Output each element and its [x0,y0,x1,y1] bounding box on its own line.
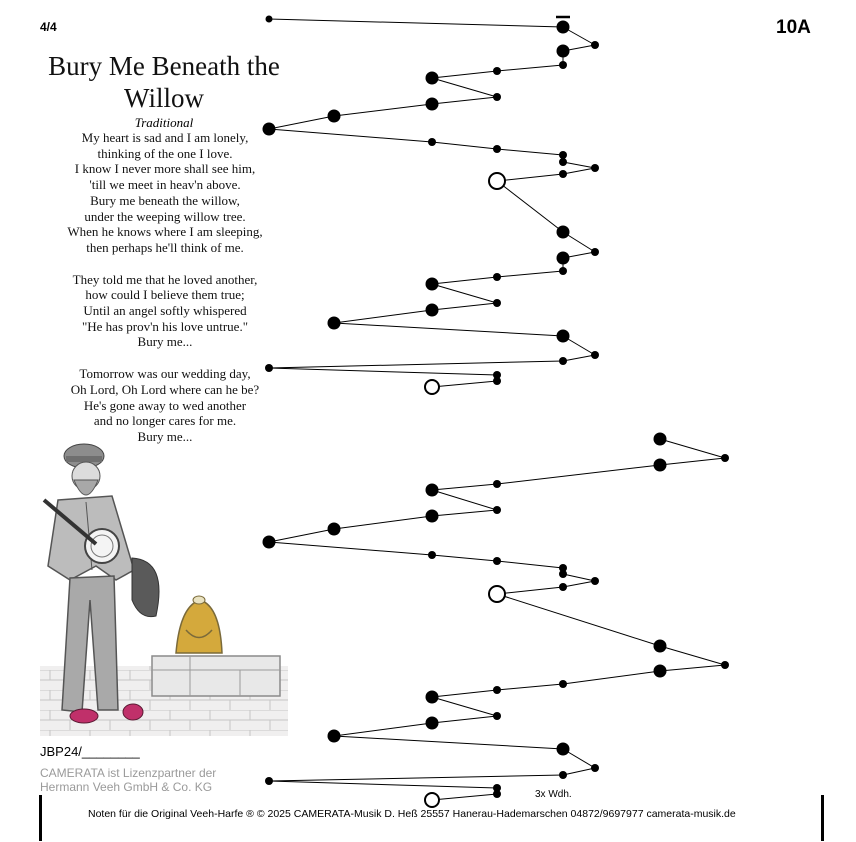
melody-connector [269,775,563,781]
melody-connector [432,303,497,310]
melody-connector [432,690,497,697]
lyric-line: Bury me... [137,428,193,444]
melody-connector [497,587,563,594]
melody-connector [269,129,432,142]
melody-connector [563,581,595,587]
melody-connector [660,458,725,465]
half-note [425,793,439,807]
melody-connector [563,355,595,361]
quarter-note [426,691,439,704]
eighth-note [493,506,501,514]
melody-connector [563,162,595,168]
melody-connector [563,168,595,174]
sheet-code: JBP24/________ [40,744,140,759]
song-attribution: Traditional [134,115,194,130]
melody-connector [269,529,334,542]
melody-connector [563,574,595,581]
lyric-line: Bury me... [137,334,193,350]
eighth-note [493,145,501,153]
melody-connector [660,646,725,665]
eighth-note [493,93,501,101]
melody-connector [432,716,497,723]
melody-connector [269,781,497,788]
lyric-line: thinking of the one I love. [97,145,233,161]
license-note [40,766,216,794]
melody-connector [334,104,432,116]
lyric-line: Tomorrow was our wedding day, [79,366,251,382]
melody-connector [497,65,563,71]
quarter-note [426,72,439,85]
eighth-note [559,583,567,591]
eighth-note [266,16,273,23]
quarter-note [557,252,570,265]
eighth-note [428,138,436,146]
lyric-line: how could I believe them true; [85,287,245,303]
melody-connector [497,465,660,484]
melody-connector [334,323,563,336]
quarter-note [426,717,439,730]
eighth-note [591,41,599,49]
eighth-note [493,686,501,694]
eighth-note [559,771,567,779]
eighth-note [493,377,501,385]
quarter-note [328,730,341,743]
quarter-note [328,110,341,123]
sheet-number: 10A [776,17,811,38]
melody-connector [432,490,497,510]
lyric-line: "He has prov'n his love untrue." [81,318,249,334]
license-line: CAMERATA ist Lizenzpartner der [40,766,217,780]
melody-connector [563,768,595,775]
quarter-note [426,510,439,523]
eighth-note [428,551,436,559]
quarter-note [426,278,439,291]
quarter-note [654,640,667,653]
quarter-note [557,21,570,34]
eighth-note [591,577,599,585]
eighth-note [493,480,501,488]
melody-connector [334,736,563,749]
eighth-note [559,267,567,275]
eighth-note [559,61,567,69]
lyric-line: under the weeping willow tree. [84,208,246,224]
eighth-note [721,454,729,462]
lyric-line: 'till we meet in heav'n above. [89,177,241,193]
quarter-note [557,330,570,343]
melody-connector [432,794,497,800]
eighth-note [493,790,501,798]
eighth-note [559,170,567,178]
melody-connector [660,665,725,671]
eighth-note [493,67,501,75]
lyric-line: He's gone away to wed another [83,397,247,413]
melody-connector [334,723,432,736]
footer-note: Noten für die Original Veeh-Harfe ® © 2025 CAMERATA-Musik D. Heß 25557 Hanerau-Hademarschen 04872/9697977 camerata-musik.de [88,808,736,820]
lyric-line: Oh Lord, Oh Lord where can he be? [70,381,260,397]
eighth-note [493,712,501,720]
half-note [489,586,505,602]
lyric-line: When he knows where I am sleeping, [67,224,263,240]
half-note [489,173,505,189]
melody-connector [432,484,497,490]
eighth-note [493,299,501,307]
quarter-note [426,484,439,497]
eighth-note [559,357,567,365]
eighth-note [559,151,567,159]
eighth-note [265,364,273,372]
right-margin-bar [821,795,824,841]
quarter-note [328,523,341,536]
melody-connector [497,594,660,646]
melody-connector [432,71,497,78]
melody-connector [432,284,497,303]
melody-connector [432,510,497,516]
melody-connector [497,174,563,181]
melody-connector [660,439,725,458]
lyric-line: then perhaps he'll think of me. [86,239,244,255]
melody-connector [497,271,563,277]
eighth-note [591,248,599,256]
melody-connector [497,181,563,232]
melody-connector [432,142,497,149]
melody-connector [334,310,432,323]
quarter-note [328,317,341,330]
left-margin-bar [39,795,42,841]
melody-connector [432,555,497,561]
eighth-note [559,570,567,578]
quarter-note [654,433,667,446]
melody-connectors [269,19,725,800]
melody-connector [432,97,497,104]
quarter-note [557,226,570,239]
song-title: Bury Me Beneath the Willow [48,51,280,113]
half-note [425,380,439,394]
melody-connector [334,516,432,529]
eighth-note [493,557,501,565]
melody-connector [497,149,563,155]
melody-connector [269,361,563,368]
lyric-line: Until an angel softly whispered [83,303,247,319]
lyric-line: My heart is sad and I am lonely, [81,130,249,145]
repeat-note: 3x Wdh. [535,789,572,800]
lyric-line: Bury me beneath the willow, [90,192,240,208]
quarter-note [557,743,570,756]
time-signature: 4/4 [40,20,57,34]
eighth-note [591,351,599,359]
quarter-note [654,665,667,678]
eighth-note [559,158,567,166]
eighth-note [559,680,567,688]
license-line: Hermann Veeh GmbH & Co. KG [40,780,213,794]
quarter-note [263,536,276,549]
melody-connector [432,78,497,97]
quarter-note [654,459,667,472]
melody-connector [269,368,497,375]
lyric-line: They told me that he loved another, [72,271,258,287]
melody-connector [563,671,660,684]
melody-connector [497,684,563,690]
melody-connector [269,19,563,27]
quarter-note [263,123,276,136]
eighth-note [591,164,599,172]
melody-connector [432,697,497,716]
melody-connector [432,277,497,284]
melody-connector [269,542,432,555]
quarter-note [426,304,439,317]
lyric-line: I know I never more shall see him, [74,161,256,177]
melody-connector [432,381,497,387]
eighth-note [493,273,501,281]
eighth-note [721,661,729,669]
eighth-note [265,777,273,785]
melody-connector [497,561,563,568]
quarter-note [426,98,439,111]
lyric-line: and no longer cares for me. [93,413,237,429]
quarter-note [557,45,570,58]
eighth-note [591,764,599,772]
melody-connector [269,116,334,129]
